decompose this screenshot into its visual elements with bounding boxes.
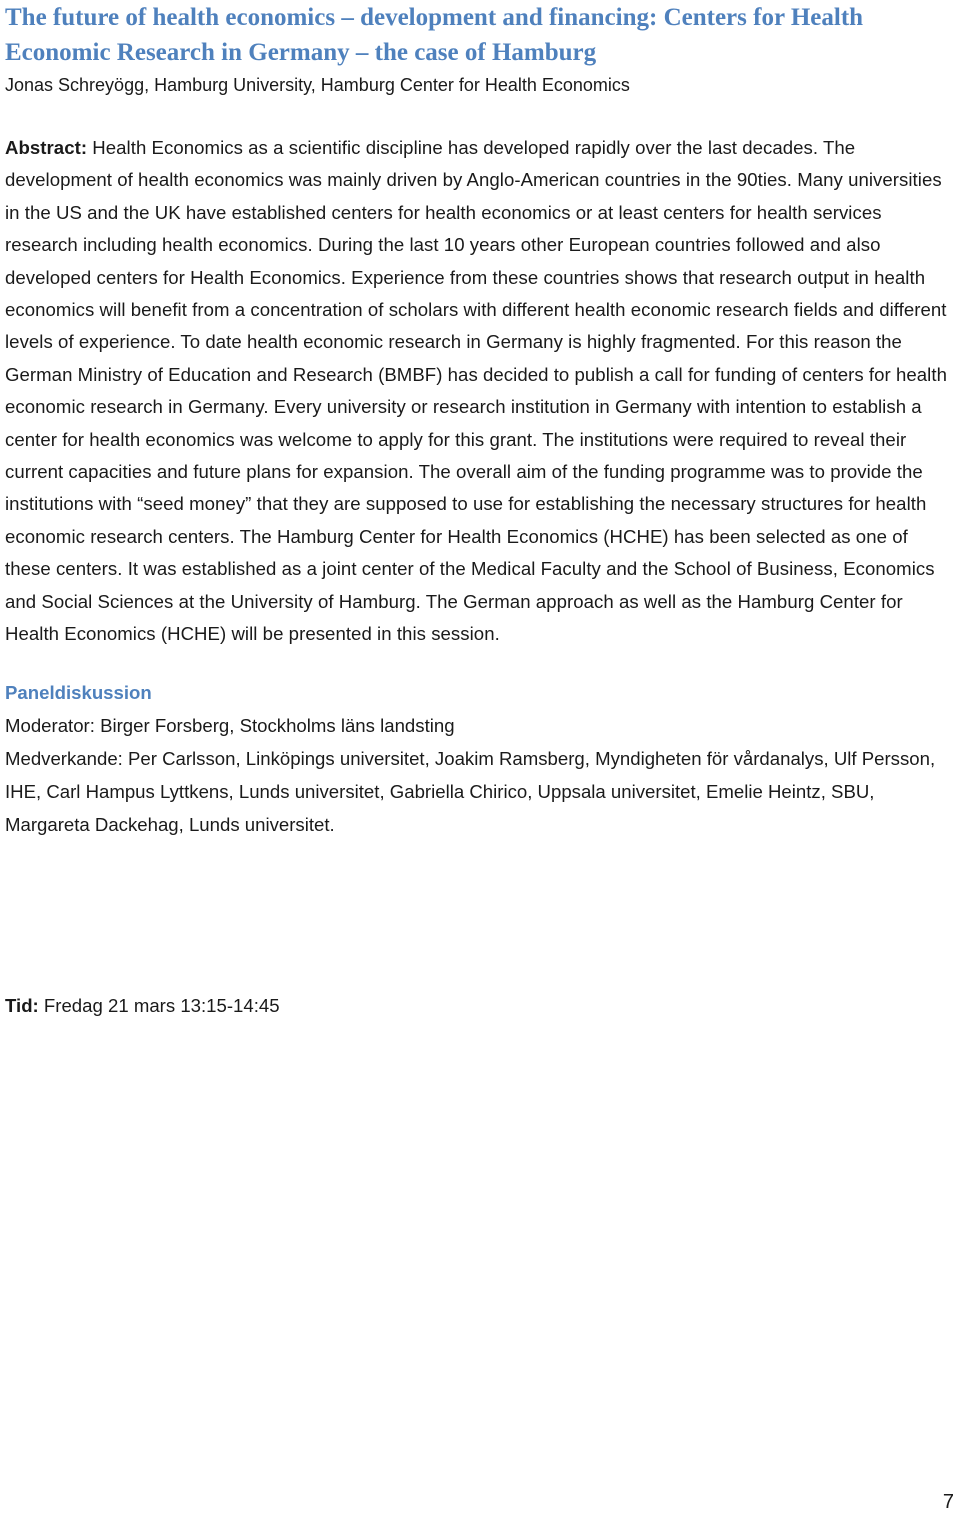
panel-participants: Medverkande: Per Carlsson, Linköpings universitet, Joakim Ramsberg, Myndigheten för vårdanalys, Ulf Persson, IHE, Carl Hampus Lyttkens, Lunds universitet, Gabriella Chirico, Uppsala universitet, Emelie Heintz, SBU, Margareta Dackehag, Lunds universitet. [5,747,936,835]
abstract-text: Health Economics as a scientific discipline has developed rapidly over the last decades. The development of health economics was mainly driven by Anglo-American countries in the 90ties. Many universities in the US and the UK have established centers for health economics or at least centers for health services research including health economics. During the last 10 years other European countries followed and also developed centers for Health Economics. Experience from these countries shows that research output in health economics will benefit from a concentration of scholars with different health economic research fields and different levels of experience. To date health economic research in Germany is highly fragmented. For this reason the German Ministry of Education and Research (BMBF) has decided to publish a call for funding of centers for health economic research in Germany. Every university or research institution in Germany with intention to establish a center for health economics was welcome to apply for this grant. The institutions were required to reveal their current capacities and future plans for expansion. The overall aim of the funding programme was to provide the institutions with “seed money” that they are supposed to use for establishing the necessary structures for health economic research centers. The Hamburg Center for Health Economics (HCHE) has been selected as one of these centers. It was established as a joint center of the Medical Faculty and the School of Business, Economics and Social Sciences at the University of Hamburg. The German approach as well as the Hamburg Center for Health Economics (HCHE) will be presented in this session. [5,137,947,645]
session-time-label: Tid: [5,995,39,1016]
session-time-value: Fredag 21 mars 13:15-14:45 [38,995,280,1016]
abstract-label: Abstract: [5,137,88,158]
session-time [5,990,280,1022]
panel-heading: Paneldiskussion [5,681,152,703]
document-title: The future of health economics – development and financing: Centers for Health Economic Research in Germany – the case of Hamburg [5,4,864,66]
panel-moderator: Moderator: Birger Forsberg, Stockholms läns landsting [5,714,455,736]
document-page [5,0,957,841]
page-number: 7 [942,1491,954,1513]
abstract-paragraph [5,132,957,651]
author-line: Jonas Schreyögg, Hamburg University, Hamburg Center for Health Economics [5,75,630,95]
